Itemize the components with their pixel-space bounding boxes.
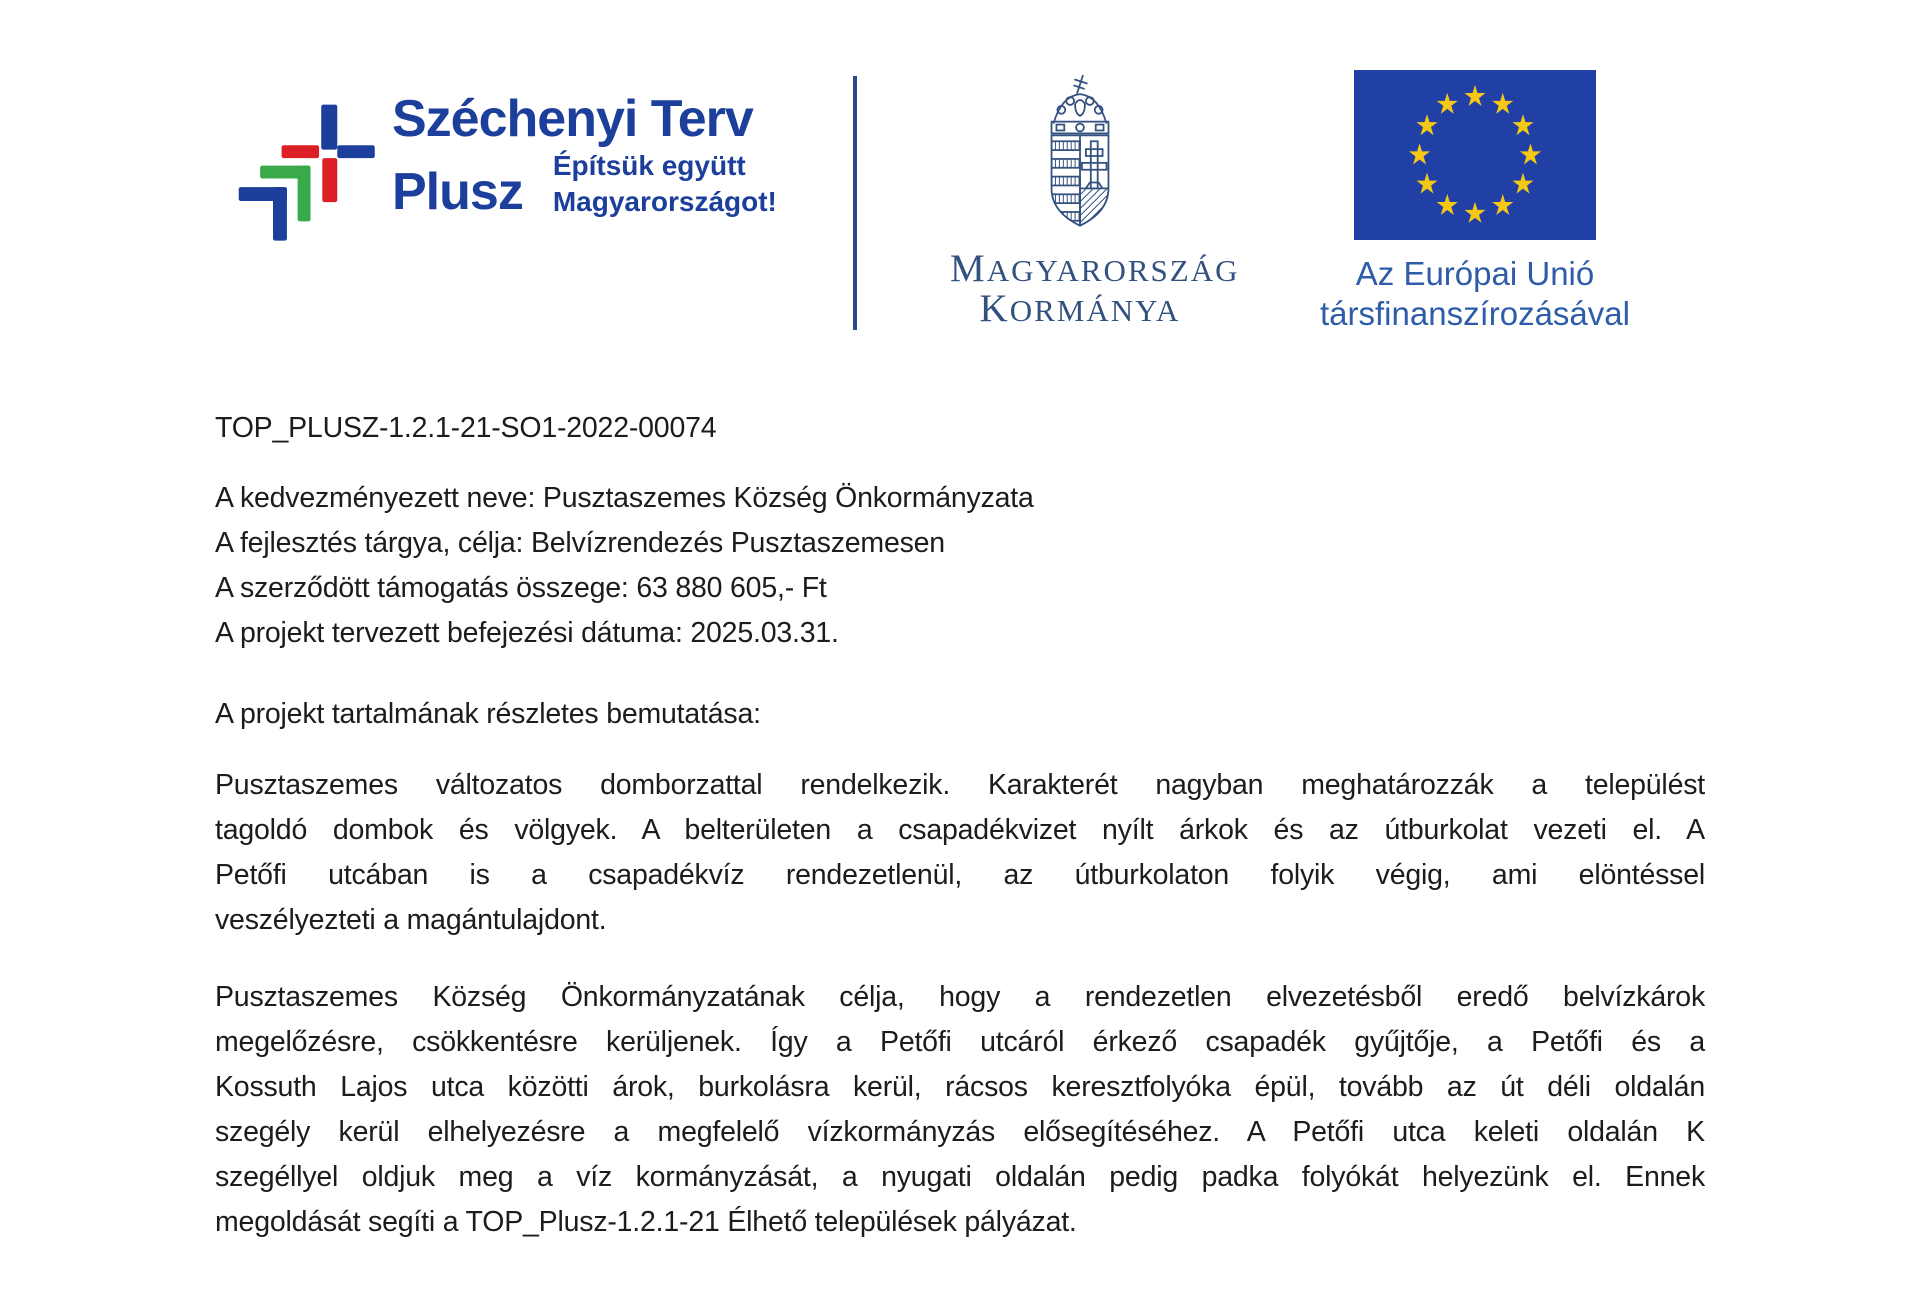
detail-end-date: A projekt tervezett befejezési dátuma: 2025.03.31. (215, 617, 839, 649)
eu-caption-line1: Az Európai Unió (1355, 255, 1595, 292)
szechenyi-title: Széchenyi Terv (392, 90, 753, 148)
paragraph-2-line: szegély kerül elhelyezésre a megfelelő vízkormányzás elősegítéséhez. A Petőfi utca keleti oldalán K (215, 1116, 1705, 1148)
szechenyi-tagline (553, 148, 777, 222)
document-header (0, 0, 1920, 340)
paragraph-1-line: Petőfi utcában is a csapadékvíz rendezetlenül, az útburkolaton folyik végig, ami elöntéssel (215, 859, 1705, 891)
header-divider-line (853, 76, 857, 330)
szechenyi-title2: Plusz (392, 163, 523, 221)
paragraph-2-line: megelőzésre, csökkentésre kerüljenek. Így a Petőfi utcáról érkező csapadék gyűjtője, a Petőfi és a (215, 1026, 1705, 1058)
szechenyi-tagline-line2: Magyarországot! (552, 186, 777, 217)
government-caption (950, 247, 1240, 330)
eu-cofinancing-logo (1300, 70, 1650, 334)
project-id-text: TOP_PLUSZ-1.2.1-21-SO1-2022-00074 (215, 412, 717, 444)
paragraph-1-line: veszélyezteti a magántulajdont. (215, 904, 607, 936)
project-id (215, 406, 1705, 451)
szechenyi-cross-icon (228, 96, 378, 246)
section-heading-text: A projekt tartalmának részletes bemutatása: (215, 698, 761, 730)
paragraph-1 (215, 763, 1705, 943)
paragraph-1-line: tagoldó dombok és völgyek. A belterületen a csapadékvizet nyílt árkok és az útburkolat vezeti el. A (215, 814, 1705, 846)
eu-caption-line2: társfinanszírozásával (1320, 295, 1630, 332)
paragraph-2-line: megoldását segíti a TOP_Plusz-1.2.1-21 Élhető települések pályázat. (215, 1206, 1077, 1238)
detail-subject: A fejlesztés tárgya, célja: Belvízrendezés Pusztaszemesen (215, 527, 945, 559)
hungary-government-logo (950, 70, 1240, 330)
paragraph-1-line: Pusztaszemes változatos domborzattal rendelkezik. Karakterét nagyban meghatározzák a települést (215, 769, 1705, 801)
government-name-line1: MAGYARORSZÁG (950, 247, 1240, 290)
eu-flag-icon (1354, 70, 1596, 240)
project-details (215, 476, 1705, 656)
paragraph-2-line: szegéllyel oldjuk meg a víz kormányzását, a nyugati oldalán pedig padka folyókát helyezünk el. Ennek (215, 1161, 1705, 1193)
eu-caption (1300, 254, 1650, 334)
szechenyi-terv-plusz-logo (228, 90, 777, 246)
government-name-line2: KORMÁNYA (979, 287, 1181, 330)
paragraph-2 (215, 975, 1705, 1245)
szechenyi-tagline-line1: Építsük együtt (552, 150, 746, 181)
detail-beneficiary: A kedvezményezett neve: Pusztaszemes Község Önkormányzata (215, 482, 1034, 514)
section-heading (215, 692, 1705, 737)
paragraph-2-line: Kossuth Lajos utca közötti árok, burkolásra kerül, rácsos keresztfolyóka épül, tovább az út déli oldalán (215, 1071, 1705, 1103)
paragraph-2-line: Pusztaszemes Község Önkormányzatának célja, hogy a rendezetlen elvezetésből eredő belvízkárok (215, 981, 1705, 1013)
detail-grant-amount: A szerződött támogatás összege: 63 880 605,- Ft (215, 572, 827, 604)
hungary-coat-of-arms-icon (1026, 70, 1134, 242)
